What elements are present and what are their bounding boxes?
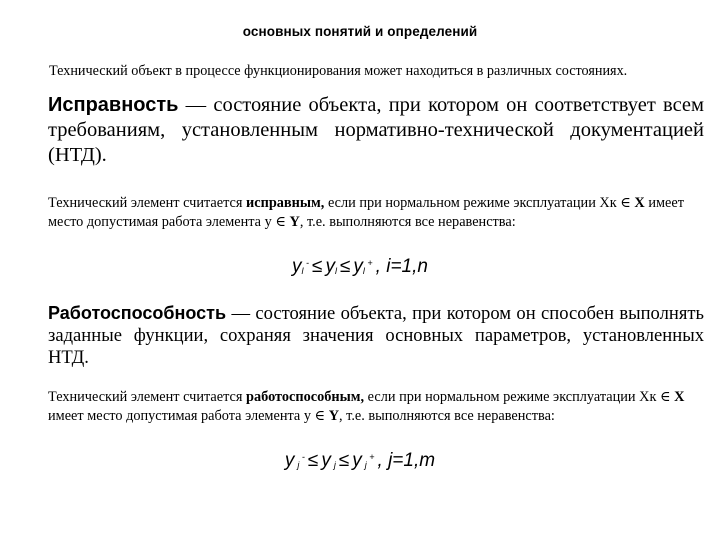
term-operability: Работоспособность (48, 303, 227, 323)
note-text: если при нормальном режиме эксплуатации Хк ∈ (364, 389, 675, 405)
note-text: имеет место допустимая работа элемента y ∈ (48, 407, 329, 424)
note-text: Технический элемент считается (48, 389, 247, 405)
formula-var: y (353, 256, 363, 277)
formula-op: ≤ (312, 256, 323, 277)
definition-operability-text: — состояние объекта, при котором он способен выполнять заданные функции, сохраняя значения основных параметров, установленных НТД. (48, 303, 704, 368)
formula-sup: + (366, 452, 375, 462)
note-text: имеет место допустимая работа элемента y ∈ (48, 195, 684, 230)
formula-sup: - (299, 452, 305, 462)
note-text: , т.е. выполняются все неравенства: (339, 407, 555, 424)
term-serviceability: Исправность (48, 94, 179, 116)
formula-var: y (284, 450, 295, 471)
note-bold-term: работоспособным, (246, 389, 365, 405)
formula-op: ≤ (338, 450, 350, 471)
set-x-symbol: X (674, 389, 685, 405)
definition-serviceability (48, 93, 704, 168)
formula-var: y (321, 450, 331, 471)
formula-var: y (325, 256, 335, 277)
definition-operability (48, 302, 704, 369)
formula-range: , j=1,m (377, 450, 436, 471)
formula-op: ≤ (307, 450, 319, 471)
formula-var: y (352, 450, 362, 471)
formula-op: ≤ (339, 256, 351, 277)
set-y-symbol: Y (289, 213, 300, 230)
formula-var: y (292, 256, 302, 277)
note-serviceable-element (48, 194, 688, 231)
note-operable-element (48, 388, 688, 425)
definition-serviceability-text: — состояние объекта, при котором он соответствует всем требованиям, установленным нормативно-технической документацией (НТД). (48, 94, 704, 166)
formula-range: , i=1,n (375, 256, 428, 277)
intro-text: Технический объект в процессе функционирования может находиться в различных состояниях. (49, 63, 628, 79)
formula-sub: j (364, 460, 367, 470)
formula-sub: l (301, 266, 304, 276)
set-x-symbol: X (634, 195, 645, 211)
formula-sub: l (362, 266, 365, 276)
formula-sub: j (297, 460, 300, 470)
formula-sup: - (303, 258, 310, 268)
formula-sub: l (334, 266, 337, 276)
note-bold-term: исправным, (246, 195, 325, 211)
formula-sup: + (364, 258, 373, 268)
slide-title: основных понятий и определений (242, 24, 478, 39)
note-text: , т.е. выполняются все неравенства: (299, 213, 516, 230)
set-y-symbol: Y (328, 407, 340, 424)
note-text: если при нормальном режиме эксплуатации Хк ∈ (324, 195, 635, 211)
formula-sub: j (333, 460, 336, 470)
formula-inequality-2 (0, 450, 720, 472)
formula-inequality-1 (0, 256, 720, 278)
note-text: Технический элемент считается (48, 195, 247, 211)
